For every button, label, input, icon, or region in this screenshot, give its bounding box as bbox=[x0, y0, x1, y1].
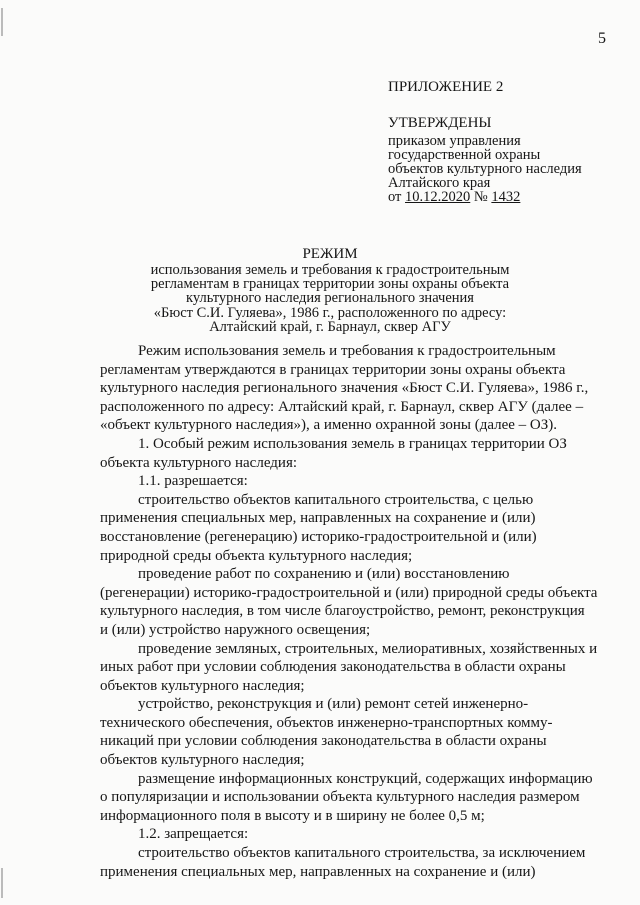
approval-date-line bbox=[388, 190, 633, 204]
body-line: природной среды объекта культурного наследия; bbox=[100, 547, 413, 564]
body-line: 1. Особый режим использования земель в границах территории ОЗ bbox=[138, 435, 567, 452]
body-line: объекта культурного наследия: bbox=[100, 454, 298, 471]
body-line: проведение работ по сохранению и (или) восстановлению bbox=[138, 566, 510, 583]
body-text bbox=[100, 342, 610, 881]
order-date: 10.12.2020 bbox=[405, 189, 471, 205]
body-line: 1.1. разрешается: bbox=[138, 473, 248, 490]
heading-subtitle bbox=[80, 263, 580, 334]
body-line: культурного наследия регионального значения «Бюст С.И. Гуляева», 1986 г., bbox=[100, 380, 589, 397]
approval-line: государственной охраны bbox=[388, 147, 541, 163]
body-line: применения специальных мер, направленных на сохранение и (или) bbox=[100, 863, 536, 880]
heading-line: культурного наследия регионального значения bbox=[186, 290, 474, 307]
order-number: 1432 bbox=[491, 189, 521, 205]
body-line: применения специальных мер, направленных на сохранение и (или) bbox=[100, 510, 536, 527]
heading-line: регламентам в границах территории зоны охраны объекта bbox=[150, 276, 510, 293]
approval-text bbox=[388, 134, 633, 204]
body-line: культурного наследия, в том числе благоустройство, ремонт, реконструкция bbox=[100, 603, 585, 620]
body-line: «объект культурного наследия»), а именно охранной зоны (далее – ОЗ). bbox=[100, 417, 558, 434]
approval-line: Алтайского края bbox=[388, 175, 491, 191]
body-line: (регенерации) историко-градостроительной и (или) природной среды объекта bbox=[100, 584, 598, 601]
body-line: Режим использования земель и требования к градостроительным bbox=[138, 343, 556, 359]
body-line: проведение земляных, строительных, мелиоративных, хозяйственных и bbox=[138, 640, 598, 657]
body-line: устройство, реконструкция и (или) ремонт сетей инженерно- bbox=[138, 696, 529, 713]
body-line: объектов культурного наследия; bbox=[100, 752, 305, 769]
body-line: никаций при условии соблюдения законодательства в области охраны bbox=[100, 733, 547, 750]
appendix-block bbox=[388, 78, 633, 204]
approved-title: УТВЕРЖДЕНЫ bbox=[388, 115, 492, 131]
body-line: иных работ при условии соблюдения законодательства в области охраны bbox=[100, 659, 566, 676]
date-prefix: от bbox=[388, 189, 406, 205]
body-line: информационного поля в высоту и в ширину не более 0,5 м; bbox=[100, 807, 485, 824]
body-line: и (или) устройство наружного освещения; bbox=[100, 621, 371, 638]
body-line: размещение информационных конструкций, содержащих информацию bbox=[138, 770, 593, 787]
approval-line: приказом управления bbox=[388, 133, 521, 149]
scan-edge-mark bbox=[1, 868, 3, 898]
appendix-title: ПРИЛОЖЕНИЕ 2 bbox=[388, 79, 504, 95]
body-line: объектов культурного наследия; bbox=[100, 677, 305, 694]
regime-heading bbox=[80, 246, 580, 334]
body-line: регламентам утверждаются в границах территории зоны охраны объекта bbox=[100, 361, 566, 378]
body-line: расположенного по адресу: Алтайский край, г. Барнаул, сквер АГУ (далее – bbox=[100, 398, 584, 415]
body-line: строительство объектов капитального строительства, с целью bbox=[138, 491, 534, 508]
number-prefix: № bbox=[470, 189, 492, 205]
page-number: 5 bbox=[598, 30, 606, 47]
heading-line: использования земель и требования к градостроительным bbox=[150, 262, 510, 278]
body-line: о популяризации и использовании объекта культурного наследия размером bbox=[100, 789, 580, 806]
approval-line: объектов культурного наследия bbox=[388, 161, 582, 177]
body-line: восстановление (регенерацию) историко-градостроительной и (или) bbox=[100, 528, 537, 545]
body-line: технического обеспечения, объектов инженерно-транспортных комму- bbox=[100, 714, 553, 731]
heading-title: РЕЖИМ bbox=[302, 246, 358, 262]
heading-line: «Бюст С.И. Гуляева», 1986 г., расположенного по адресу: bbox=[153, 304, 507, 321]
heading-line: Алтайский край, г. Барнаул, сквер АГУ bbox=[209, 318, 451, 335]
scan-edge-mark bbox=[1, 8, 3, 36]
body-line: строительство объектов капитального строительства, за исключением bbox=[138, 845, 586, 862]
body-line: 1.2. запрещается: bbox=[138, 826, 249, 843]
